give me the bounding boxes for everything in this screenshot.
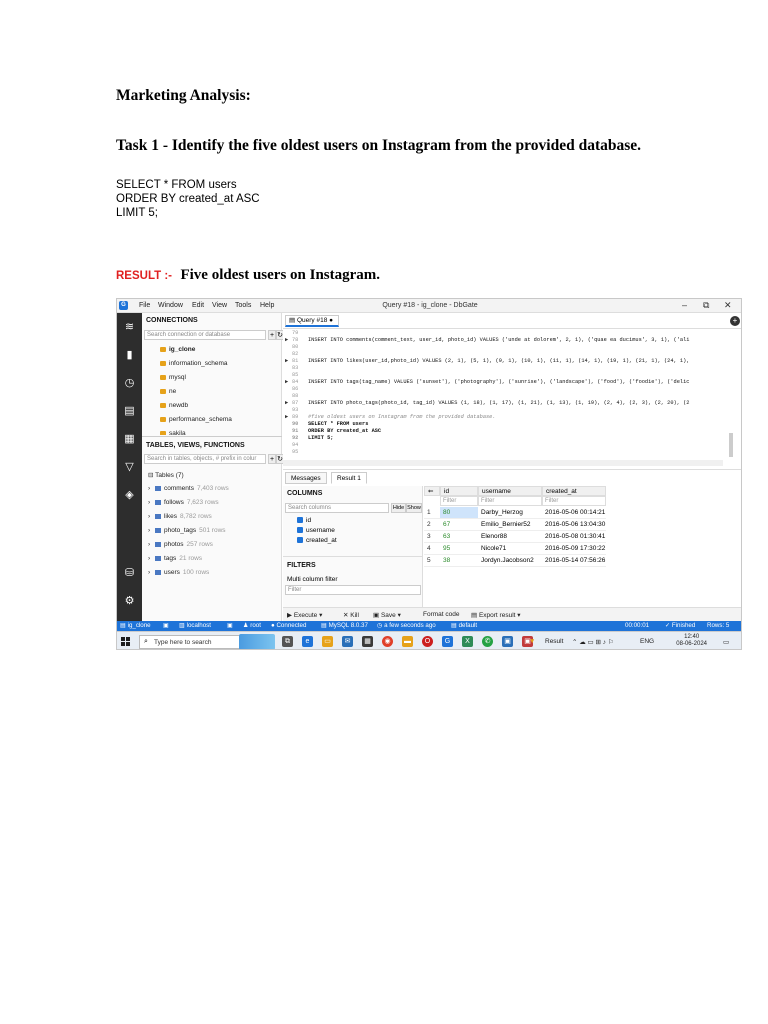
- grid-header[interactable]: created_at: [542, 486, 606, 496]
- dbgate-logo-icon: G: [119, 301, 128, 310]
- grid-filter-input[interactable]: Filter: [542, 496, 606, 506]
- plugins-icon[interactable]: ▦: [124, 433, 135, 445]
- save-button[interactable]: ▣ Save ▾: [373, 612, 401, 619]
- row-number[interactable]: 3: [424, 531, 440, 543]
- table-item[interactable]: › photos 257 rows: [148, 541, 213, 548]
- menu-help[interactable]: Help: [260, 302, 275, 309]
- menu-window[interactable]: Window: [158, 302, 183, 309]
- opera-icon[interactable]: O: [422, 636, 433, 647]
- app-icon[interactable]: ▣: [502, 636, 513, 647]
- result-grid: [424, 486, 742, 608]
- columns-panel: [283, 486, 423, 608]
- weather-widget-icon[interactable]: [239, 634, 275, 650]
- table-item[interactable]: › users 100 rows: [148, 569, 210, 576]
- tables-group[interactable]: ⊟ Tables (7): [148, 472, 184, 479]
- edge-icon[interactable]: e: [302, 636, 313, 647]
- settings-gear-icon[interactable]: ⚙: [124, 595, 135, 607]
- status-time: ◷ a few seconds ago: [377, 622, 436, 629]
- grid-cell[interactable]: 2016-05-09 17:30:22: [542, 543, 606, 555]
- taskbar-clock[interactable]: 12:40 08-06-2024: [676, 634, 707, 647]
- status-db: ▤ ig_clone: [120, 622, 151, 629]
- table-item[interactable]: › photo_tags 501 rows: [148, 527, 226, 534]
- language-indicator[interactable]: ENG: [640, 638, 655, 645]
- tables-search-input[interactable]: Search in tables, objects, # prefix in colur: [144, 454, 266, 464]
- database-icon[interactable]: ≋: [124, 321, 135, 333]
- page-heading: Marketing Analysis:: [116, 87, 251, 104]
- excel-icon[interactable]: X: [462, 636, 473, 647]
- table-item[interactable]: › tags 21 rows: [148, 555, 203, 562]
- status-lock-icon: ▣: [163, 622, 169, 629]
- status-elapsed: 00:00:01: [625, 622, 650, 629]
- title-bar: [117, 299, 742, 313]
- folder-icon[interactable]: ▬: [404, 638, 411, 645]
- db-item[interactable]: information_schema: [160, 360, 228, 367]
- windows-start-icon[interactable]: [121, 637, 131, 647]
- status-finished: ✓ Finished: [665, 622, 696, 629]
- db-item[interactable]: performance_schema: [160, 416, 232, 423]
- show-columns-button[interactable]: Show: [407, 505, 421, 511]
- result-app-icon[interactable]: ▼: [529, 638, 536, 645]
- sql-editor[interactable]: ▤ Query #18 ● + 79 ▶ 78 INSERT INTO comments(comment_text, user_id, photo_id) VALUES ('unde at dolorem', 2, 1), ('quae ea ducimus', 3, 1), ('ali 80 82 ▶ 81 INSERT INTO likes(user_id,photo_id) VALUES (2, 1), (5, 1), (9, 1), (10, 1), (11, 1), (14, 1), (19, 1), (21, 1), (24, 1), 83 85 ▶ 84 INSERT INTO tags(tag_name) VALUES ('sunset'), ('photography'), ('sunrise'), ('landscape'), ('food'), ('foodie'), ('delic 86 88 ▶ 87 INSERT INTO photo_tags(photo_id, tag_id) VALUES (1, 18), (1, 17), (1, 21), (1, 13), (1, 19), (2, 4), (2, 3), (2, 20), (2 93 ▶ 89 #five oldest users on Instagram from the provided database. 90 SELECT * FROM users 91 ORDER BY created_at ASC 92 LIMIT 5; 94 95: [283, 313, 742, 469]
- kill-button[interactable]: ✕ Kill: [343, 612, 359, 619]
- tab-messages[interactable]: Messages: [285, 472, 327, 484]
- add-connection-icon[interactable]: +: [269, 332, 275, 339]
- menu-tools[interactable]: Tools: [235, 302, 252, 309]
- columns-title: COLUMNS: [287, 490, 323, 497]
- result-label: RESULT :-: [116, 270, 173, 282]
- refresh-icon[interactable]: ↻: [277, 456, 283, 463]
- minimize-icon[interactable]: –: [682, 300, 688, 310]
- status-user-lock-icon: ▣: [227, 622, 233, 629]
- grid-cell[interactable]: Elenor88: [478, 531, 542, 543]
- sql-line: ORDER BY created_at ASC: [116, 193, 260, 205]
- grid-cell[interactable]: 2016-05-06 00:14:21: [542, 507, 606, 519]
- app-icon[interactable]: ▣: [522, 636, 533, 647]
- status-connected: ● Connected: [271, 622, 307, 629]
- db-item[interactable]: newdb: [160, 402, 188, 409]
- column-checkbox[interactable]: created_at: [297, 537, 337, 544]
- notification-icon[interactable]: ▭: [723, 639, 730, 646]
- row-number[interactable]: 4: [424, 543, 440, 555]
- code-line: 91 ORDER BY created_at ASC: [292, 428, 382, 434]
- grid-cell[interactable]: Darby_Herzog: [478, 507, 542, 519]
- activity-bar: [117, 313, 142, 621]
- sql-line: LIMIT 5;: [116, 207, 158, 219]
- grid-cell[interactable]: 2016-05-14 07:56:26: [542, 555, 606, 567]
- menu-edit[interactable]: Edit: [192, 302, 205, 309]
- layers-icon[interactable]: ◈: [125, 489, 134, 501]
- result-app-label[interactable]: Result: [545, 638, 564, 645]
- column-checkbox[interactable]: id: [297, 517, 311, 524]
- code-line: ▶ 81 INSERT INTO likes(user_id,photo_id) VALUES (2, 1), (5, 1), (9, 1), (10, 1), (11, 1), (14, 1), (19, 1), (21, 1), (24, 1),: [285, 358, 690, 364]
- grid-cell[interactable]: 2016-05-08 01:30:41: [542, 531, 606, 543]
- db-item[interactable]: mysql: [160, 374, 186, 381]
- results-area: [283, 469, 742, 621]
- vertical-scrollbar[interactable]: [729, 433, 733, 457]
- hide-columns-button[interactable]: Hide: [392, 505, 405, 511]
- row-number[interactable]: 1: [424, 507, 440, 519]
- tab-query[interactable]: ▤ Query #18 ●: [285, 315, 339, 327]
- code-line: ▶ 84 INSERT INTO tags(tag_name) VALUES ('sunset'), ('photography'), ('sunrise'), ('landscape'), ('food'), ('foodie'), ('delic: [285, 379, 690, 385]
- status-rows: Rows: 5: [707, 622, 730, 629]
- chrome-icon[interactable]: ◉: [382, 636, 393, 647]
- archive-icon[interactable]: ▤: [124, 405, 135, 417]
- window-title: Query #18 - ig_clone - DbGate: [382, 302, 478, 309]
- tab-result-1[interactable]: Result 1: [331, 472, 367, 484]
- windows-taskbar: [117, 631, 742, 650]
- sql-line: SELECT * FROM users: [116, 179, 237, 191]
- table-item[interactable]: › likes 8,782 rows: [148, 513, 212, 520]
- close-icon[interactable]: ✕: [724, 300, 732, 310]
- history-icon[interactable]: ◷: [124, 377, 135, 389]
- add-table-icon[interactable]: +: [269, 456, 275, 463]
- tables-title: TABLES, VIEWS, FUNCTIONS: [146, 442, 245, 449]
- taskbar-search-input[interactable]: Type here to search: [139, 635, 269, 649]
- search-icon: ⌕: [144, 638, 148, 645]
- grid-cell[interactable]: 38: [440, 555, 478, 567]
- code-line: ▶ 89 #five oldest users on Instagram from the provided database.: [285, 414, 496, 420]
- connections-panel: [142, 313, 282, 621]
- status-version: ▤ MySQL 8.0.37: [321, 622, 368, 629]
- whatsapp-icon[interactable]: ✆: [482, 636, 493, 647]
- filter-icon[interactable]: ▽: [125, 461, 134, 473]
- horizontal-scrollbar[interactable]: [283, 460, 723, 466]
- grid-filter-input[interactable]: Filter: [478, 496, 542, 506]
- multi-column-filter-input[interactable]: Filter: [285, 585, 421, 595]
- task-title: Task 1 - Identify the five oldest users on Instagram from the provided database.: [116, 137, 642, 154]
- status-host: ▥ localhost: [179, 622, 211, 629]
- grid-cell[interactable]: Nicole71: [478, 543, 542, 555]
- menu-file[interactable]: File: [139, 302, 151, 309]
- grid-cell[interactable]: Jordyn.Jacobson2: [478, 555, 542, 567]
- code-line: ▶ 87 INSERT INTO photo_tags(photo_id, tag_id) VALUES (1, 18), (1, 17), (1, 21), (1, 13), (1, 19), (2, 4), (2, 3), (2, 20), (2: [285, 400, 690, 406]
- table-item[interactable]: › comments 7,403 rows: [148, 485, 229, 492]
- row-number[interactable]: 5: [424, 555, 440, 567]
- grid-cell[interactable]: 67: [440, 519, 478, 531]
- db-item[interactable]: sakila: [160, 430, 186, 435]
- result-line: [116, 266, 380, 284]
- grid-header[interactable]: username: [478, 486, 542, 496]
- code-line: ▶ 78 INSERT INTO comments(comment_text, user_id, photo_id) VALUES ('unde at dolorem', 2, 1), ('quae ea ducimus', 3, 1), ('ali: [285, 337, 690, 343]
- status-bar: [117, 621, 742, 631]
- db-item[interactable]: ig_clone: [160, 346, 195, 353]
- status-user: ♟ root: [243, 622, 261, 629]
- execute-button[interactable]: ▶ Execute ▾: [287, 612, 323, 619]
- table-item[interactable]: › follows 7,623 rows: [148, 499, 219, 506]
- export-result-button[interactable]: ▤ Export result ▾: [471, 612, 521, 619]
- code-line: 92 LIMIT 5;: [292, 435, 334, 441]
- refresh-icon[interactable]: ↻: [277, 332, 283, 339]
- row-number[interactable]: 2: [424, 519, 440, 531]
- query-toolbar: [283, 607, 742, 621]
- filters-title: FILTERS: [287, 562, 316, 569]
- format-code-button[interactable]: Format code: [423, 611, 460, 618]
- grid-cell[interactable]: Emilio_Bernier52: [478, 519, 542, 531]
- tray-icons[interactable]: ⌃ ☁ ▭ ⊞ ♪ ⚐: [572, 639, 614, 646]
- grid-header[interactable]: id: [440, 486, 478, 496]
- maximize-icon[interactable]: ⧉: [703, 300, 710, 310]
- store-icon[interactable]: ▦: [362, 636, 373, 647]
- add-tab-icon[interactable]: +: [730, 316, 740, 326]
- db-item[interactable]: ne: [160, 388, 176, 395]
- grid-cell[interactable]: 80: [440, 507, 478, 519]
- connection-search-input[interactable]: Search connection or database: [144, 330, 266, 340]
- grid-cell[interactable]: 95: [440, 543, 478, 555]
- db-settings-icon[interactable]: ⛁: [124, 567, 135, 579]
- file-explorer-icon[interactable]: ▭: [322, 636, 333, 647]
- dbgate-taskbar-icon[interactable]: G: [442, 636, 453, 647]
- dbgate-screenshot: [116, 298, 742, 650]
- columns-search-input[interactable]: Search columns: [285, 503, 389, 513]
- task-view-icon[interactable]: ⧉: [282, 636, 293, 647]
- grid-corner[interactable]: ⇐: [424, 486, 440, 496]
- grid-cell[interactable]: 63: [440, 531, 478, 543]
- grid-filter-input[interactable]: Filter: [440, 496, 478, 506]
- file-icon[interactable]: ▮: [126, 349, 133, 361]
- grid-cell[interactable]: 2016-05-06 13:04:30: [542, 519, 606, 531]
- code-line: 90 SELECT * FROM users: [292, 421, 369, 427]
- menu-view[interactable]: View: [212, 302, 228, 309]
- mail-icon[interactable]: ✉: [342, 636, 353, 647]
- connections-title: CONNECTIONS: [146, 317, 198, 324]
- column-checkbox[interactable]: username: [297, 527, 335, 534]
- result-text: Five oldest users on Instagram.: [180, 267, 381, 283]
- multi-column-filter-label: Multi column filter: [287, 576, 338, 583]
- status-schema: ▤ default: [451, 622, 478, 629]
